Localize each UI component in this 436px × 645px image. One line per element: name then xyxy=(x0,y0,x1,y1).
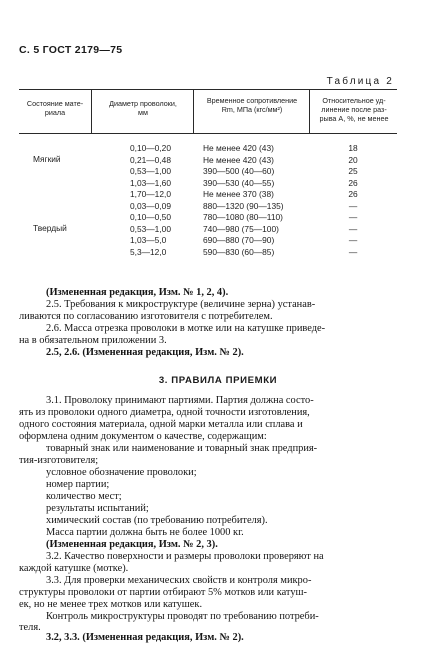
table-cell: 690—880 (70—90) xyxy=(203,235,275,246)
amendment-note: (Измененная редакция, Изм. № 1, 2, 4). xyxy=(46,287,229,298)
state-soft-label: Мягкий xyxy=(33,154,61,164)
diameter-column xyxy=(130,143,171,258)
text-line: 3.2. Качество поверхности и размеры проволоки проверяют на xyxy=(46,551,324,562)
text-line: 3.1. Проволоку принимают партиями. Партия должна состо- xyxy=(46,395,314,406)
table-cell: Не менее 420 (43) xyxy=(203,143,274,153)
list-item: количество мест; xyxy=(46,491,122,502)
text-line: ливаются по согласованию изготовителя с потребителем. xyxy=(19,311,273,322)
table-cell: 18 xyxy=(348,143,358,153)
column-divider xyxy=(309,89,310,133)
amendment-note: 3.2, 3.3. (Измененная редакция, Изм. № 2). xyxy=(46,632,244,643)
text-line: 3.3. Для проверки механических свойств и контроля микро- xyxy=(46,575,312,586)
table-cell: — xyxy=(348,200,358,211)
table-cell: 0,53—1,00 xyxy=(130,166,171,177)
table-cell: 0,53—1,00 xyxy=(130,223,171,234)
table-cell: 390—530 (40—55) xyxy=(203,177,275,188)
text-line: Масса партии должна быть не более 1000 кг. xyxy=(46,527,244,538)
text-line: 2.6. Масса отрезка проволоки в мотке или на катушке приведе- xyxy=(46,323,326,334)
text-line: товарный знак или наименование и товарный знак предприя- xyxy=(46,443,318,454)
elongation-column xyxy=(347,143,359,258)
state-hard-label: Твердый xyxy=(33,223,67,233)
table-cell: 880—1320 (90—135) xyxy=(203,200,284,211)
text-line: ять из проволоки одного диаметра, одной точности изготовления, xyxy=(19,407,310,418)
table-cell: 26 xyxy=(348,177,358,188)
table-top-rule xyxy=(19,89,397,90)
table-cell: 780—1080 (80—110) xyxy=(203,212,283,223)
column-header-elongation: Относительное уд- линение после раз- рыва А, %, не менее xyxy=(319,96,389,123)
text-line: Контроль микроструктуры проводят по требованию потреби- xyxy=(46,611,319,622)
table-cell: 1,03—5,0 xyxy=(130,235,167,246)
text-line: 2.5. Требования к микроструктуре (величине зерна) устанав- xyxy=(46,299,316,310)
table-cell: 0,03—0,09 xyxy=(130,200,171,211)
table-cell: 590—830 (60—85) xyxy=(203,246,275,257)
text-line: на в обязательном приложении 3. xyxy=(19,335,167,346)
resistance-column xyxy=(203,143,284,258)
column-header-state: Состояние мате- риала xyxy=(26,99,84,117)
table-cell: 0,10—0,20 xyxy=(130,143,171,153)
table-cell: — xyxy=(348,246,358,257)
column-header-diameter: Диаметр проволоки, мм xyxy=(109,99,177,117)
list-item: условное обозначение проволоки; xyxy=(46,467,197,478)
section-heading: 3. ПРАВИЛА ПРИЕМКИ xyxy=(158,375,278,386)
page-header: С. 5 ГОСТ 2179—75 xyxy=(19,44,123,56)
text-line: тия-изготовителя; xyxy=(19,455,99,466)
table-cell: 25 xyxy=(348,166,358,177)
column-header-resistance: Временное сопротивление Rm, МПа (кгс/мм²) xyxy=(206,96,298,114)
amendment-note: 2.5, 2.6. (Измененная редакция, Изм. № 2). xyxy=(46,347,244,358)
table-header-rule xyxy=(19,133,397,134)
list-item: результаты испытаний; xyxy=(46,503,149,514)
table-cell: — xyxy=(348,223,358,234)
table-cell: Не менее 420 (43) xyxy=(203,154,274,165)
table-cell: Не менее 370 (38) xyxy=(203,189,274,200)
table-cell: 0,10—0,50 xyxy=(130,212,171,223)
table-cell: 26 xyxy=(348,189,358,200)
amendment-note: (Измененная редакция, Изм. № 2, 3). xyxy=(46,539,218,550)
table-cell: 1,03—1,60 xyxy=(130,177,171,188)
data-table xyxy=(19,89,397,274)
text-line: теля. xyxy=(19,622,41,633)
table-cell: 740—980 (75—100) xyxy=(203,223,279,234)
table-cell: — xyxy=(348,212,358,223)
table-cell: 390—500 (40—60) xyxy=(203,166,275,177)
table-cell: 20 xyxy=(348,154,358,165)
list-item: номер партии; xyxy=(46,479,110,490)
table-caption: Таблица 2 xyxy=(326,76,394,87)
table-cell: 1,70—12,0 xyxy=(130,189,171,200)
list-item: химический состав (по требованию потребителя). xyxy=(46,515,268,526)
column-divider xyxy=(91,89,92,133)
text-line: каждой катушке (мотке). xyxy=(19,563,129,574)
table-cell: 5,3—12,0 xyxy=(130,246,167,257)
text-line: одного состояния материала, одной марки металла или сплава и xyxy=(19,419,303,430)
text-line: ек, но не менее трех мотков или катушек. xyxy=(19,599,203,610)
text-line: структуры проволоки от партии отбирают 5% мотков или катуш- xyxy=(19,587,307,598)
table-cell: — xyxy=(348,235,358,246)
table-cell: 0,21—0,48 xyxy=(130,154,171,165)
column-divider xyxy=(193,89,194,133)
text-line: оформлена одним документом о качестве, содержащим: xyxy=(19,431,267,442)
